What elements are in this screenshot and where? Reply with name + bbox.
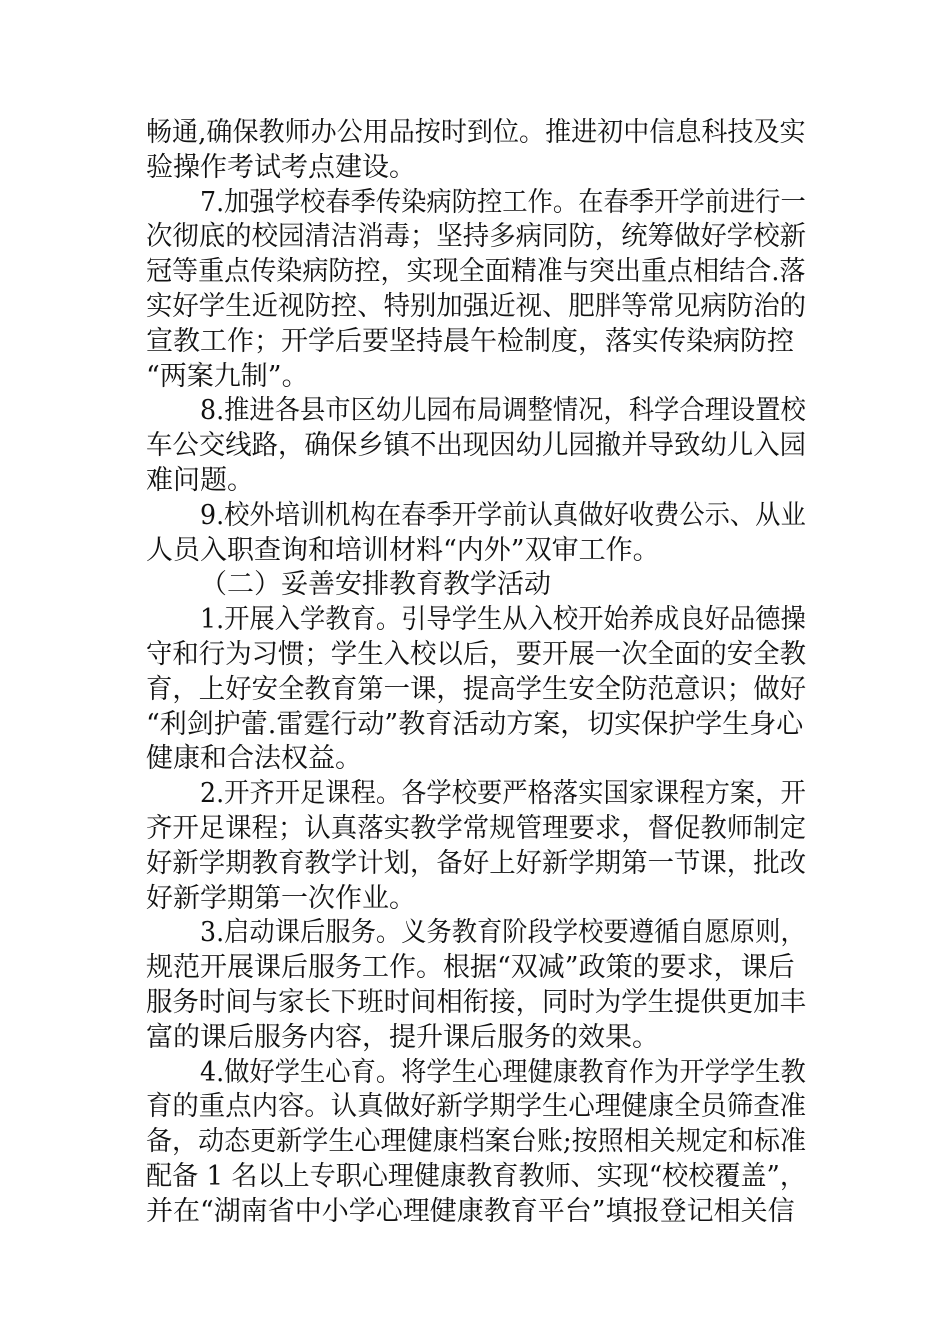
text-line: 3.启动课后服务。义务教育阶段学校要遵循自愿原则， — [200, 917, 806, 949]
text-line: 1.开展入学教育。引导学生从入校开始养成良好品德操 — [200, 604, 806, 636]
text-line: 4.做好学生心育。将学生心理健康教育作为开学学生教 — [200, 1056, 806, 1088]
text-line: 冠等重点传染病防控，实现全面精准与突出重点相结合.落 — [146, 256, 806, 288]
text-line: 9.校外培训机构在春季开学前认真做好收费公示、从业 — [200, 499, 806, 531]
text-line: 畅通,确保教师办公用品按时到位。推进初中信息科技及实 — [146, 117, 806, 148]
text-line: 富的课后服务内容，提升课后服务的效果。 — [146, 1021, 659, 1053]
text-line: 好新学期教育教学计划，备好上好新学期第一节课，批改 — [146, 847, 807, 879]
text-line: “两案九制”。 — [146, 360, 309, 392]
text-line: 2.开齐开足课程。各学校要严格落实国家课程方案，开 — [200, 778, 806, 810]
text-line: 车公交线路，确保乡镇不出现因幼儿园撤并导致幼儿入园 — [146, 430, 807, 462]
text-line: 备，动态更新学生心理健康档案台账;按照相关规定和标准 — [146, 1126, 807, 1158]
text-line: 验操作考试考点建设。 — [146, 151, 416, 183]
text-line: 并在“湖南省中小学心理健康教育平台”填报登记相关信 — [146, 1195, 795, 1227]
text-line: 难问题。 — [146, 464, 254, 496]
text-line: 育的重点内容。认真做好新学期学生心理健康全员筛查准 — [146, 1091, 807, 1123]
text-line: 服务时间与家长下班时间相衔接，同时为学生提供更加丰 — [146, 986, 807, 1018]
text-line: 好新学期第一次作业。 — [146, 882, 416, 914]
document-body — [146, 116, 806, 1230]
text-line: 配备 1 名以上专职心理健康教育教师、实现“校校覆盖”， — [146, 1160, 806, 1192]
text-line: 健康和合法权益。 — [146, 743, 362, 775]
text-line: 宣教工作；开学后要坚持晨午检制度，落实传染病防控 — [146, 325, 794, 357]
text-line: 次彻底的校园清洁消毒；坚持多病同防，统筹做好学校新 — [146, 221, 807, 253]
text-line: 7.加强学校春季传染病防控工作。在春季开学前进行一 — [200, 186, 806, 218]
text-line: 实好学生近视防控、特别加强近视、肥胖等常见病防治的 — [146, 290, 807, 322]
text-line: （二）妥善安排教育教学活动 — [200, 569, 551, 601]
text-line: 人员入职查询和培训材料“内外”双审工作。 — [146, 534, 660, 566]
text-line: 8.推进各县市区幼儿园布局调整情况，科学合理设置校 — [200, 395, 806, 427]
text-line: 规范开展课后服务工作。根据“双减”政策的要求，课后 — [146, 952, 795, 984]
text-line: 守和行为习惯；学生入校以后，要开展一次全面的安全教 — [146, 638, 807, 670]
text-line: “利剑护蕾.雷霆行动”教育活动方案，切实保护学生身心 — [146, 708, 804, 740]
text-line: 齐开足课程；认真落实教学常规管理要求，督促教师制定 — [146, 812, 807, 844]
text-line: 育，上好安全教育第一课，提高学生安全防范意识；做好 — [146, 673, 807, 705]
